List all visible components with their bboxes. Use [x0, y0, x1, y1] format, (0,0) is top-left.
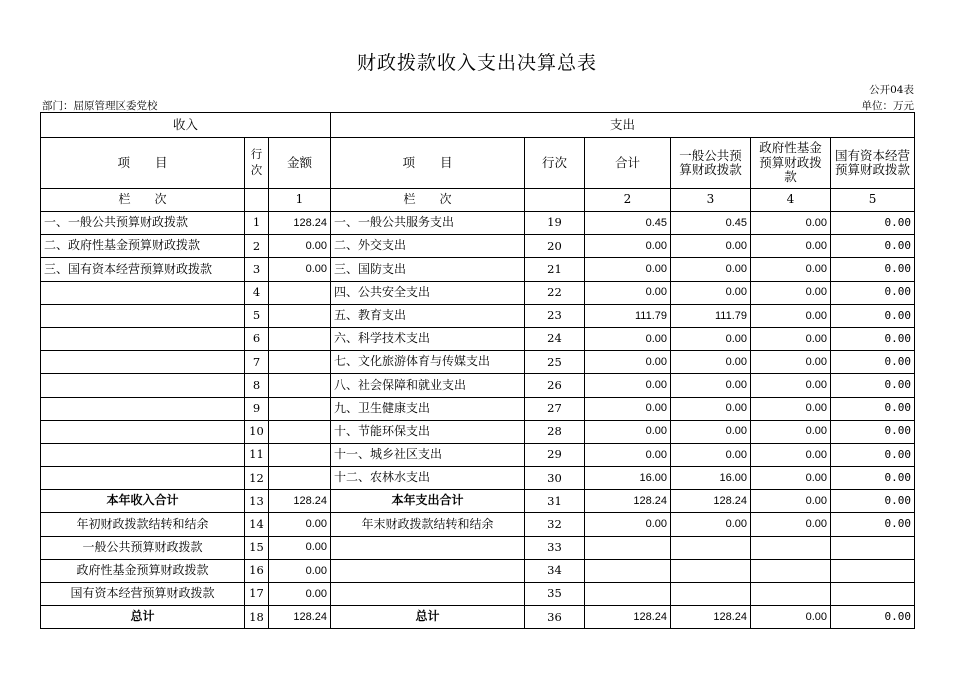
- state-capital-cell: 0.00: [831, 467, 915, 490]
- state-capital-cell: 0.00: [831, 327, 915, 350]
- expense-total-cell: 16.00: [585, 467, 671, 490]
- income-amount-header: 金额: [269, 138, 331, 189]
- header-row-columns: [41, 138, 915, 189]
- income-row-no-header: [245, 138, 269, 189]
- expense-row-number: 32: [525, 513, 585, 536]
- income-lanci: 栏 次: [41, 189, 245, 212]
- expense-item-cell: 二、外交支出: [331, 235, 525, 258]
- income-amount-cell: [269, 281, 331, 304]
- expense-item-cell: 六、科学技术支出: [331, 327, 525, 350]
- expense-item-cell: 九、卫生健康支出: [331, 397, 525, 420]
- income-row-number: 6: [245, 327, 269, 350]
- income-amount-cell: [269, 467, 331, 490]
- income-row-number: 16: [245, 559, 269, 582]
- expense-row-number: 26: [525, 374, 585, 397]
- income-row-number: 2: [245, 235, 269, 258]
- table-row: [41, 351, 915, 374]
- expense-item-cell: 四、公共安全支出: [331, 281, 525, 304]
- table-row: [41, 420, 915, 443]
- gen-budget-cell: 128.24: [671, 490, 751, 513]
- income-item-cell: [41, 443, 245, 466]
- gen-budget-cell: 0.45: [671, 212, 751, 235]
- expense-group-header: 支出: [331, 113, 915, 138]
- gov-fund-cell: 0.00: [751, 235, 831, 258]
- expense-total-cell: 0.00: [585, 374, 671, 397]
- gen-budget-cell: 111.79: [671, 304, 751, 327]
- income-amount-cell: [269, 304, 331, 327]
- expense-item-cell: 八、社会保障和就业支出: [331, 374, 525, 397]
- gen-budget-cell: 16.00: [671, 467, 751, 490]
- state-capital-cell: 0.00: [831, 420, 915, 443]
- expense-row-no-header: 行次: [525, 138, 585, 189]
- expense-row-number: 31: [525, 490, 585, 513]
- income-item-cell: 二、政府性基金预算财政拨款: [41, 235, 245, 258]
- expense-total-cell: 0.00: [585, 443, 671, 466]
- income-row-no-header-text: 行次: [250, 147, 263, 177]
- income-item-cell: 一、一般公共预算财政拨款: [41, 212, 245, 235]
- expense-total-cell: 0.00: [585, 235, 671, 258]
- table-row: [41, 583, 915, 606]
- income-item-cell: [41, 397, 245, 420]
- header-row-column-index: [41, 189, 915, 212]
- state-capital-cell: 0.00: [831, 397, 915, 420]
- gov-fund-cell: 0.00: [751, 212, 831, 235]
- table-row: [41, 258, 915, 281]
- income-row-number: 18: [245, 606, 269, 629]
- gov-fund-cell: 0.00: [751, 304, 831, 327]
- table-row: [41, 536, 915, 559]
- income-item-header: 项 目: [41, 138, 245, 189]
- table-row: [41, 606, 915, 629]
- expense-row-number: 24: [525, 327, 585, 350]
- state-capital-cell: 0.00: [831, 281, 915, 304]
- table-row: [41, 513, 915, 536]
- gov-fund-cell: 0.00: [751, 351, 831, 374]
- col-index-4: 4: [751, 189, 831, 212]
- expense-total-cell: [585, 583, 671, 606]
- state-capital-cell: 0.00: [831, 374, 915, 397]
- income-amount-cell: 128.24: [269, 490, 331, 513]
- gov-fund-cell: 0.00: [751, 281, 831, 304]
- income-amount-cell: [269, 351, 331, 374]
- expense-total-cell: 0.00: [585, 258, 671, 281]
- income-row-number: 3: [245, 258, 269, 281]
- expense-row-number: 19: [525, 212, 585, 235]
- income-row-number: 12: [245, 467, 269, 490]
- income-amount-cell: 0.00: [269, 583, 331, 606]
- gov-fund-cell: 0.00: [751, 443, 831, 466]
- expense-total-cell: 0.00: [585, 351, 671, 374]
- expense-row-number: 20: [525, 235, 585, 258]
- income-item-cell: [41, 327, 245, 350]
- state-capital-cell: 0.00: [831, 235, 915, 258]
- gen-budget-cell: 0.00: [671, 281, 751, 304]
- expense-total-cell: 0.00: [585, 281, 671, 304]
- expense-total-cell: [585, 559, 671, 582]
- expense-item-cell: 五、教育支出: [331, 304, 525, 327]
- expense-row-number: 27: [525, 397, 585, 420]
- table-row: [41, 235, 915, 258]
- gov-fund-cell: [751, 559, 831, 582]
- expense-item-cell: 一、一般公共服务支出: [331, 212, 525, 235]
- income-amount-cell: [269, 443, 331, 466]
- gen-budget-cell: [671, 583, 751, 606]
- income-row-number: 10: [245, 420, 269, 443]
- expense-total-cell: 0.00: [585, 513, 671, 536]
- gov-fund-header: 政府性基金预算财政拨款: [751, 138, 831, 189]
- expense-item-header: 项 目: [331, 138, 525, 189]
- gov-fund-cell: 0.00: [751, 258, 831, 281]
- income-amount-cell: 0.00: [269, 235, 331, 258]
- gen-budget-cell: 0.00: [671, 235, 751, 258]
- income-item-cell: [41, 304, 245, 327]
- income-item-cell: 三、国有资本经营预算财政拨款: [41, 258, 245, 281]
- gov-fund-cell: [751, 583, 831, 606]
- state-capital-cell: 0.00: [831, 490, 915, 513]
- gen-budget-cell: [671, 536, 751, 559]
- state-capital-header: 国有资本经营预算财政拨款: [831, 138, 915, 189]
- expense-total-cell: [585, 536, 671, 559]
- income-item-cell: [41, 420, 245, 443]
- expense-row-number: 25: [525, 351, 585, 374]
- unit-label: 单位：万元: [861, 100, 914, 112]
- income-row-number: 9: [245, 397, 269, 420]
- gov-fund-cell: 0.00: [751, 606, 831, 629]
- income-amount-cell: [269, 327, 331, 350]
- expense-item-cell: 三、国防支出: [331, 258, 525, 281]
- expense-row-number: 22: [525, 281, 585, 304]
- income-item-cell: [41, 467, 245, 490]
- income-group-header: 收入: [41, 113, 331, 138]
- gov-fund-cell: 0.00: [751, 420, 831, 443]
- income-row-number: 5: [245, 304, 269, 327]
- income-item-cell: 总计: [41, 606, 245, 629]
- gen-budget-cell: 0.00: [671, 397, 751, 420]
- header-row-groups: [41, 113, 915, 138]
- income-row-number: 15: [245, 536, 269, 559]
- gen-budget-header: 一般公共预算财政拨款: [671, 138, 751, 189]
- gov-fund-cell: 0.00: [751, 397, 831, 420]
- income-item-cell: 政府性基金预算财政拨款: [41, 559, 245, 582]
- gov-fund-cell: 0.00: [751, 374, 831, 397]
- expense-total-cell: 0.45: [585, 212, 671, 235]
- gov-fund-cell: 0.00: [751, 490, 831, 513]
- expense-row-number: 21: [525, 258, 585, 281]
- state-capital-cell: 0.00: [831, 258, 915, 281]
- expense-item-cell: 十一、城乡社区支出: [331, 443, 525, 466]
- gen-budget-cell: 0.00: [671, 258, 751, 281]
- form-number: 公开04表: [869, 84, 914, 96]
- expense-row-number: 30: [525, 467, 585, 490]
- expense-row-number: 33: [525, 536, 585, 559]
- table-row: [41, 327, 915, 350]
- expense-item-cell: [331, 536, 525, 559]
- table-row: [41, 467, 915, 490]
- col-index-1: 1: [269, 189, 331, 212]
- income-row-number: 17: [245, 583, 269, 606]
- income-item-cell: 本年收入合计: [41, 490, 245, 513]
- expense-item-cell: 本年支出合计: [331, 490, 525, 513]
- gen-budget-cell: 0.00: [671, 443, 751, 466]
- income-amount-cell: 128.24: [269, 212, 331, 235]
- income-amount-cell: 0.00: [269, 513, 331, 536]
- expense-row-number: 34: [525, 559, 585, 582]
- income-item-cell: 一般公共预算财政拨款: [41, 536, 245, 559]
- gen-budget-cell: 0.00: [671, 374, 751, 397]
- income-lanci-rowno: [245, 189, 269, 212]
- income-amount-cell: 0.00: [269, 258, 331, 281]
- expense-total-cell: 128.24: [585, 606, 671, 629]
- expense-total-cell: 0.00: [585, 420, 671, 443]
- gov-fund-cell: 0.00: [751, 467, 831, 490]
- expense-row-number: 23: [525, 304, 585, 327]
- expense-item-cell: [331, 583, 525, 606]
- expense-item-cell: 总计: [331, 606, 525, 629]
- expense-total-cell: 128.24: [585, 490, 671, 513]
- gov-fund-cell: 0.00: [751, 327, 831, 350]
- state-capital-cell: 0.00: [831, 443, 915, 466]
- col-index-2: 2: [585, 189, 671, 212]
- income-item-cell: 国有资本经营预算财政拨款: [41, 583, 245, 606]
- department-label: 部门：屈原管理区委党校: [42, 100, 158, 112]
- gov-fund-cell: 0.00: [751, 513, 831, 536]
- income-row-number: 8: [245, 374, 269, 397]
- expense-row-number: 29: [525, 443, 585, 466]
- expense-item-cell: [331, 559, 525, 582]
- income-row-number: 14: [245, 513, 269, 536]
- expense-lanci: 栏 次: [331, 189, 525, 212]
- gen-budget-cell: 128.24: [671, 606, 751, 629]
- gen-budget-cell: 0.00: [671, 351, 751, 374]
- state-capital-cell: [831, 536, 915, 559]
- expense-item-cell: 十二、农林水支出: [331, 467, 525, 490]
- budget-table: [40, 112, 915, 629]
- gen-budget-cell: [671, 559, 751, 582]
- income-item-cell: [41, 351, 245, 374]
- state-capital-cell: 0.00: [831, 212, 915, 235]
- income-item-cell: [41, 374, 245, 397]
- state-capital-cell: [831, 559, 915, 582]
- income-row-number: 1: [245, 212, 269, 235]
- col-index-3: 3: [671, 189, 751, 212]
- income-row-number: 7: [245, 351, 269, 374]
- income-amount-cell: [269, 420, 331, 443]
- expense-total-cell: 0.00: [585, 397, 671, 420]
- income-amount-cell: [269, 397, 331, 420]
- expense-total-cell: 0.00: [585, 327, 671, 350]
- expense-row-number: 28: [525, 420, 585, 443]
- income-row-number: 13: [245, 490, 269, 513]
- expense-lanci-rowno: [525, 189, 585, 212]
- expense-row-number: 35: [525, 583, 585, 606]
- income-row-number: 11: [245, 443, 269, 466]
- gen-budget-cell: 0.00: [671, 513, 751, 536]
- table-row: [41, 281, 915, 304]
- col-index-5: 5: [831, 189, 915, 212]
- state-capital-cell: 0.00: [831, 606, 915, 629]
- total-header: 合计: [585, 138, 671, 189]
- income-amount-cell: 0.00: [269, 536, 331, 559]
- state-capital-cell: 0.00: [831, 351, 915, 374]
- table-row: [41, 374, 915, 397]
- income-amount-cell: [269, 374, 331, 397]
- table-row: [41, 397, 915, 420]
- table-row: [41, 212, 915, 235]
- expense-item-cell: 七、文化旅游体育与传媒支出: [331, 351, 525, 374]
- income-amount-cell: 0.00: [269, 559, 331, 582]
- income-row-number: 4: [245, 281, 269, 304]
- income-item-cell: [41, 281, 245, 304]
- income-item-cell: 年初财政拨款结转和结余: [41, 513, 245, 536]
- page-title: 财政拨款收入支出决算总表: [356, 52, 597, 74]
- state-capital-cell: 0.00: [831, 304, 915, 327]
- expense-total-cell: 111.79: [585, 304, 671, 327]
- gov-fund-cell: [751, 536, 831, 559]
- gen-budget-cell: 0.00: [671, 327, 751, 350]
- state-capital-cell: [831, 583, 915, 606]
- table-row: [41, 443, 915, 466]
- table-row: [41, 559, 915, 582]
- income-amount-cell: 128.24: [269, 606, 331, 629]
- expense-row-number: 36: [525, 606, 585, 629]
- table-row: [41, 304, 915, 327]
- table-row: [41, 490, 915, 513]
- gen-budget-cell: 0.00: [671, 420, 751, 443]
- state-capital-cell: 0.00: [831, 513, 915, 536]
- expense-item-cell: 十、节能环保支出: [331, 420, 525, 443]
- expense-item-cell: 年末财政拨款结转和结余: [331, 513, 525, 536]
